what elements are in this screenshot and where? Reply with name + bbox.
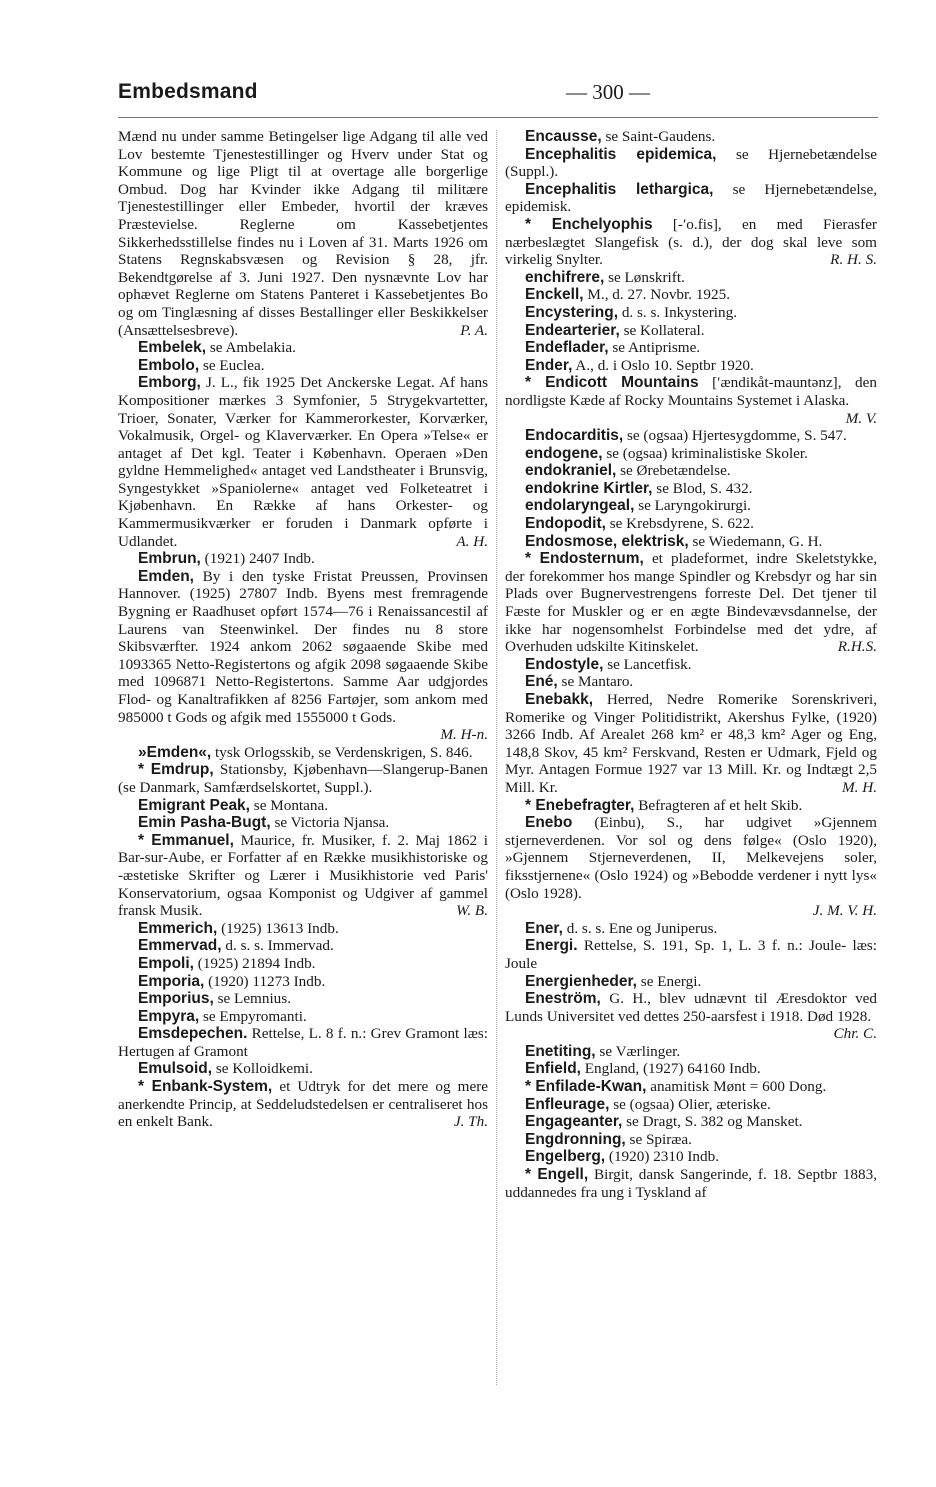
page-number: — 300 — [566,80,650,104]
dictionary-entry [505,691,877,797]
author-signature: R. H. S. [830,251,877,269]
author-signature: J. M. V. H. [812,902,877,920]
entry-headword: Eneström, [525,990,601,1008]
dictionary-entry [118,937,488,955]
entry-headword: Emporia, [138,972,205,990]
dictionary-entry [118,1025,488,1060]
dictionary-entry [118,568,488,744]
entry-text: se (ogsaa) Hjertesygdomme, S. 547. [623,427,847,445]
entry-text: se Lancetfisk. [603,655,692,673]
entry-headword: Endopodit, [525,515,606,533]
entry-headword: endolaryngeal, [525,497,635,515]
entry-headword: Enebakk, [525,691,594,708]
entry-text: [ʹændikåt-mauntənz], den nordligste Kæde af Rocky Mountains Systemet i Alaska. [505,374,877,409]
page-header [118,80,878,110]
entry-text: se Montana. [250,796,329,814]
dictionary-entry [505,445,877,463]
entry-headword: * Emmanuel, [138,831,234,849]
entry-text: se (ogsaa) Olier, æteriske. [609,1095,771,1113]
entry-text: se Kolloidkemi. [212,1060,313,1078]
dictionary-entry [505,1131,877,1149]
entry-headword: Engdronning, [525,1130,626,1148]
entry-headword: endokrine Kirtler, [525,479,653,497]
entry-headword: Embolo, [138,356,200,374]
entry-text: se Energi. [636,972,702,990]
entry-headword: Embelek, [138,339,207,357]
dictionary-entry [505,374,877,427]
entry-headword: Encausse, [525,128,602,145]
entry-text: et Udtryk for det mere og mere anerkendte Princip, at Seddeludstedelsen er centraliseret hos en enkelt Bank. [118,1078,488,1131]
entry-headword: Emmerich, [138,919,218,937]
dictionary-entry [505,304,877,322]
entry-headword: Encephalitis epidemica, [525,145,717,163]
entry-text: Herred, Nedre Romerike Sorenskriveri, Romerike og Vinger Politidistrikt, Akershus Fylke, (1920) 3266 Indb. Af Arealet 268 km² er 48,3 km² Ager og Eng, 148,8 Skov, 45 km² Ferskvand, Resten er Udmark, Fjeld og Myr. Antagen Formue 1927 var 13 Mill. Kr. og Indtægt 2,5 Mill. Kr. [505,691,877,796]
entry-text: Maurice, fr. Musiker, f. 2. Maj 1862 i Bar-sur-Aube, er Forfatter af en Række musikhistoriske og -æstetiske Skrifter og Lærer i Musikhistorie ved Paris' Konservatorium, ogsaa Komponist og Udgiver af gammel fransk Musik. [118,831,488,920]
dictionary-entry [505,286,877,304]
dictionary-entry [118,797,488,815]
author-signature: R.H.S. [837,638,877,656]
entry-headword: Emporius, [138,990,214,1008]
entry-headword: enchifrere, [525,268,605,286]
entry-text: [-ʹo.fis], en med Fierasfer nærbeslægtet Slangefisk (s. d.), der dog skal leve som virkelig Snylter. [505,215,877,269]
dictionary-entry [505,1060,877,1078]
entry-text: se Krebsdyrene, S. 622. [605,515,754,533]
entry-text: se Blod, S. 432. [652,479,753,497]
entry-text: se Euclea. [199,356,265,374]
dictionary-entry [505,673,877,691]
author-signature: A. H. [456,532,488,550]
entry-headword: Endocarditis, [525,427,624,445]
entry-text: G. H., blev udnævnt til Æresdoktor ved Lunds Universitet ved dettes 250-aarsfest i 1918. Død 1928. [505,990,877,1025]
entry-headword: endokraniel, [525,462,617,480]
entry-headword: * Enebefragter, [525,796,635,814]
entry-text: By i den tyske Fristat Preussen, Provinsen Hannover. (1925) 27807 Indb. Byens mest fremragende Bygning er Raadhuset opført 1574—76 i Renaissancestil af Laurens van Steenwinkel. Der findes nu 8 store Skibsværfter. 1924 ankom 2062 søgaaende Skibe med 1093365 Netto-Registertons og afgik 2098 søgaaende Skibe med 1096871 Netto-Registertons. Samme Aar udgjordes Flod- og Kanaltrafikken af 8256 Fartøjer, som ankom med 985000 t Gods og afgik med 1555000 t Gods. [118,567,488,726]
entry-text: A., d. i Oslo 10. Septbr 1920. [572,356,754,374]
entry-text: se Victoria Njansa. [270,814,390,832]
entry-text: Rettelse, S. 191, Sp. 1, L. 3 f. n.: Joule- læs: Joule [505,937,877,972]
dictionary-entry [505,814,877,920]
entry-headword: Emin Pasha-Bugt, [138,814,271,832]
entry-text: se Ørebetændelse. [616,462,731,480]
entry-headword: Emsdepechen. [138,1025,248,1043]
dictionary-entry [118,1078,488,1131]
entry-text: se Mantaro. [557,673,634,691]
entry-headword: Ender, [525,356,573,374]
entry-text: Befragteren af et helt Skib. [634,796,803,814]
entry-text: se (ogsaa) kriminalistiske Skoler. [602,444,808,462]
dictionary-entry [505,1078,877,1096]
dictionary-entry [118,955,488,973]
entry-headword: Emmervad, [138,937,222,955]
entry-text: d. s. s. Ene og Juniperus. [562,919,718,937]
entry-headword: Enckell, [525,286,584,304]
author-signature: M. V. [845,409,877,427]
entry-headword: Emborg, [138,374,201,392]
dictionary-entry [505,1043,877,1061]
entry-headword: Endostyle, [525,655,604,673]
dictionary-entry [505,550,877,656]
entry-headword: Emulsoid, [138,1060,213,1078]
entry-headword: Ené, [525,673,558,691]
entry-text: se Empyromanti. [199,1007,307,1025]
dictionary-entry [505,427,877,445]
entry-text: Stationsby, Kjøbenhavn—Slangerup-Banen (se Danmark, Samfærdselskortet, Suppl.). [118,761,488,796]
entry-headword: Enetiting, [525,1042,596,1060]
dictionary-entry [505,920,877,938]
entry-headword: Encystering, [525,303,619,321]
entry-headword: Engageanter, [525,1113,623,1131]
entry-headword: * Endosternum, [525,550,644,568]
dictionary-entry [505,973,877,991]
dictionary-entry [505,497,877,515]
dictionary-entry [118,374,488,550]
dictionary-entry [118,1060,488,1078]
entry-headword: Ener, [525,919,563,937]
entry-text: Rettelse, L. 8 f. n.: Grev Gramont læs: Hertugen af Gramont [118,1025,488,1060]
entry-headword: Endosmose, elektrisk, [525,532,689,550]
entry-text: M., d. 27. Novbr. 1925. [583,286,730,304]
dictionary-entry [118,990,488,1008]
entry-headword: * Enfilade-Kwan, [525,1078,647,1096]
entry-text: (1920) 2310 Indb. [605,1148,720,1166]
entry-text: se Dragt, S. 382 og Mansket. [622,1113,803,1131]
entry-text: anamitisk Mønt = 600 Dong. [646,1078,827,1096]
entry-text: England, (1927) 64160 Indb. [580,1060,761,1078]
author-signature: J. Th. [453,1113,488,1131]
column-divider [496,130,497,1385]
dictionary-entry [505,322,877,340]
entry-headword: Endearterier, [525,321,620,339]
dictionary-entry [118,832,488,920]
dictionary-entry [505,181,877,216]
entry-headword: Encephalitis lethargica, [525,180,714,198]
running-head-title: Embedsmand [118,80,258,103]
dictionary-entry [118,357,488,375]
author-signature: Chr. C. [833,1025,877,1043]
author-signature: M. H-n. [440,726,488,744]
entry-headword: Endeflader, [525,339,609,357]
left-column [118,128,488,1131]
entry-text: se Værlinger. [595,1042,681,1060]
entry-text: se Laryngokirurgi. [634,497,751,515]
entry-headword: Engelberg, [525,1148,606,1166]
entry-headword: Emden, [138,567,194,585]
entry-headword: Empoli, [138,954,194,972]
entry-text: se Lemnius. [213,990,291,1008]
dictionary-entry [505,339,877,357]
entry-headword: * Enbank-System, [138,1078,273,1096]
dictionary-entry [505,1113,877,1131]
dictionary-entry [505,656,877,674]
entry-headword: Energienheder, [525,972,637,990]
dictionary-entry [505,269,877,287]
entry-text: se Hjernebetændelse, epidemisk. [505,180,877,216]
entry-headword: * Enchelyophis [525,215,653,233]
dictionary-entry [505,990,877,1043]
entry-headword: endogene, [525,444,603,462]
dictionary-entry [505,937,877,972]
entry-text: se Lønskrift. [604,268,685,286]
entry-text: se Hjernebetændelse (Suppl.). [505,145,877,181]
dictionary-entry [118,1008,488,1026]
entry-headword: Empyra, [138,1007,200,1025]
entry-headword: * Endicott Mountains [525,374,699,392]
entry-text: Birgit, dansk Sangerinde, f. 18. Septbr 1883, uddannedes fra ung i Tyskland af [505,1166,877,1201]
entry-text: se Ambelakia. [206,339,296,357]
entry-text: Mænd nu under samme Betingelser lige Adgang til alle ved Lov bestemte Tjenestestillinger og Hverv under Stat og Kommune og lige Pligt til at overtage alle borgerlige Ombud. Dog har Kvinder ikke Adgang til militære Tjenestestillinger eller Embeder, hvortil der kræves Præstevielse. Reglerne om Kassebetjentes Sikkerhedsstillelse findes nu i Loven af 31. Marts 1926 om Statens Regnskabsvæsen og Revision § 28, jfr. Bekendtgørelse af 3. Juni 1927. Den nysnævnte Lov har ophævet Reglerne om Statens Panteret i Kassebetjentes Bo og om Tinglæsning af disses Bestallinger eller Beskikkelser (Ansættelsesbreve). [118,128,488,339]
entry-headword: Enfield, [525,1060,581,1078]
dictionary-entry [505,216,877,269]
dictionary-entry [505,533,877,551]
author-signature: W. B. [456,902,488,920]
entry-headword: Emigrant Peak, [138,796,250,814]
entry-text: (Einbu), S., har udgivet »Gjennem stjerneverdenen. Vor sol og dens følge« (Oslo 1920), »Gjennem Stjerneverdenen, II, Melkevejens soler, fiksstjernene« (Oslo 1924) og »Bebodde verdener i nytt lys« (Oslo 1928). [505,814,877,902]
entry-text: se Spiræa. [625,1130,692,1148]
entry-text: (1925) 13613 Indb. [217,919,339,937]
dictionary-entry [118,973,488,991]
dictionary-entry [505,1148,877,1166]
entry-text: d. s. s. Immervad. [221,937,334,955]
entry-text: (1925) 21894 Indb. [193,954,316,972]
entry-headword: * Emdrup, [138,761,214,779]
entry-headword: »Emden«, [138,743,212,761]
dictionary-entry [505,128,877,146]
entry-text: (1921) 2407 Indb. [200,550,315,568]
dictionary-entry [505,1096,877,1114]
entry-text: se Wiedemann, G. H. [688,532,823,550]
right-column [505,128,877,1201]
dictionary-entry [118,339,488,357]
entry-text: se Kollateral. [619,321,705,339]
entry-text: se Antiprisme. [608,339,701,357]
entry-headword: * Engell, [525,1166,589,1184]
entry-headword: Enfleurage, [525,1095,610,1113]
entry-headword: Enebo [525,814,573,832]
dictionary-entry [505,357,877,375]
dictionary-entry [118,550,488,568]
entry-text: (1920) 11273 Indb. [204,972,326,990]
dictionary-entry [118,761,488,796]
dictionary-entry [505,480,877,498]
dictionary-entry [118,920,488,938]
dictionary-entry [505,797,877,815]
entry-headword: Energi. [525,937,578,955]
author-signature: P. A. [460,321,488,339]
entry-text: se Saint-Gaudens. [601,128,716,145]
dictionary-entry [505,1166,877,1201]
author-signature: M. H. [841,778,877,796]
entry-text: tysk Orlogsskib, se Verdenskrigen, S. 846. [211,743,473,761]
entry-text: J. L., fik 1925 Det Anckerske Legat. Af hans Kompositioner mærkes 3 Symfonier, 5 Strygekvartetter, Trioer, Sonater, Værker for Kammerorkester, Korværker, Vokalmusik, Orgel- og Klaverværker. En Opera »Telse« er antaget af Det kgl. Teater i København. Operaen »Den gyldne Hemmelighed« antaget ved Landstheater i Brunsvig, Syngestykket »Spaniolerne« antaget ved Folketeatret i Kjøbenhavn. En Række af hans Orkester- og Kammermusikværker er foruden i Danmark opførte i Udlandet. [118,374,488,550]
dictionary-entry [505,515,877,533]
dictionary-entry [118,744,488,762]
header-rule [118,117,878,118]
dictionary-entry [505,462,877,480]
entry-text: et pladeformet, indre Skeletstykke, der forekommer hos mange Spindler og Krebsdyr og har sin Plads over Bugnervestrengens forreste Del. Det tjener til Fæste for Muskler og er en ægte Bindevævsdannelse, der ikke har nogensomhelst Forbindelse med det ydre, af Overhuden udskilte Kitinskelet. [505,550,877,656]
entry-headword: Embrun, [138,550,201,568]
dictionary-entry [505,146,877,181]
dictionary-entry [118,128,488,339]
entry-text: d. s. s. Inkystering. [618,303,737,321]
dictionary-entry [118,814,488,832]
